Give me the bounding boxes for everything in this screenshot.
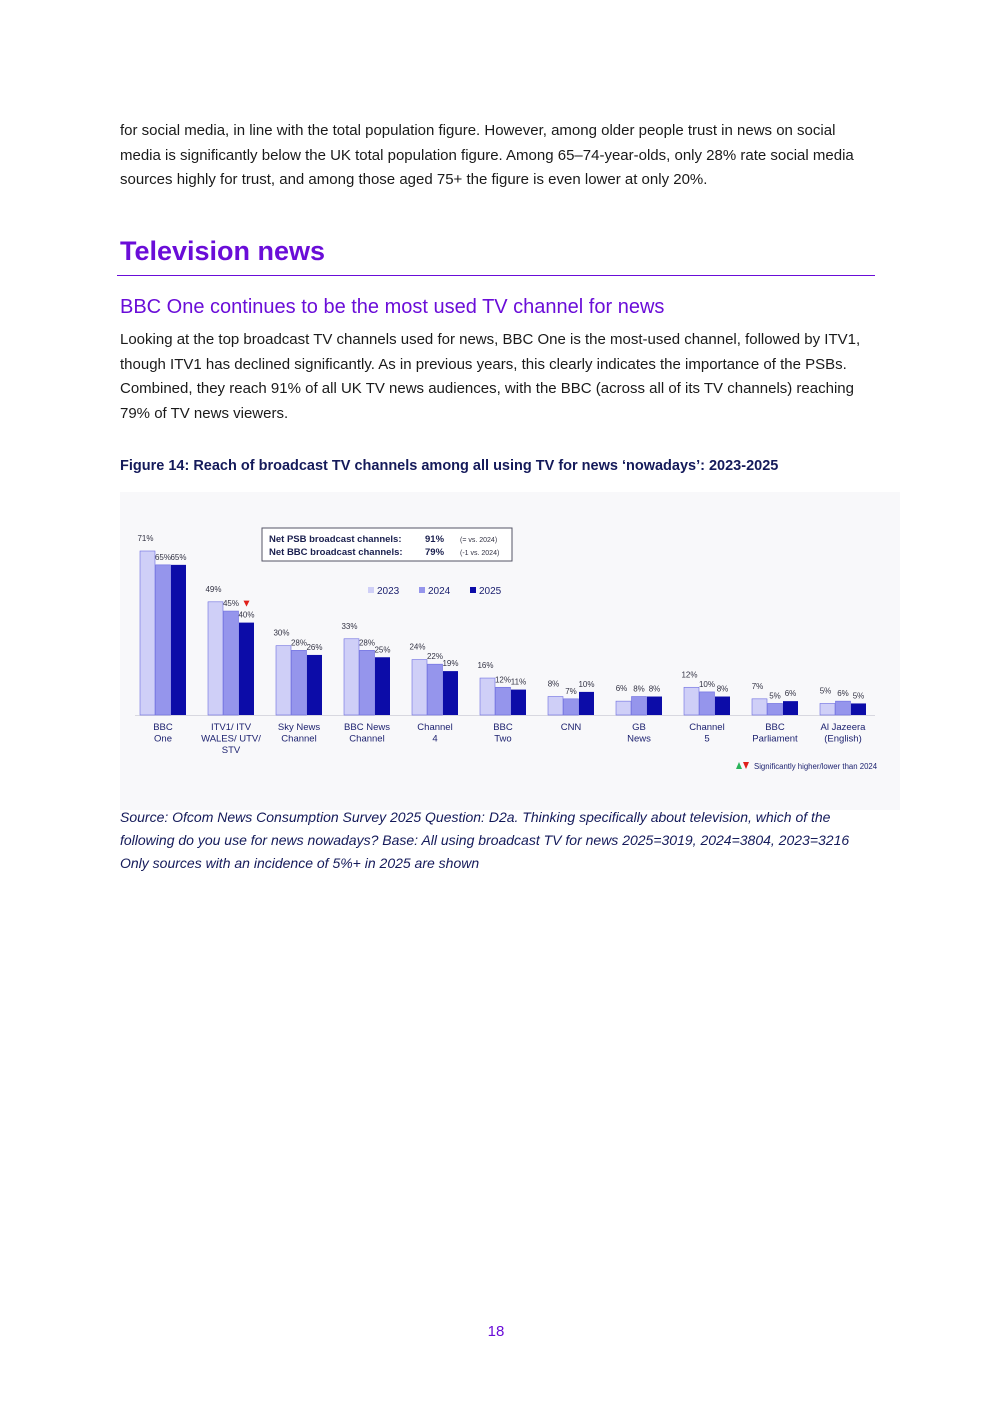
category-label: BBC News xyxy=(344,722,390,733)
legend-swatch-2024 xyxy=(419,587,425,593)
bar-2024 xyxy=(768,703,783,715)
bar-2023 xyxy=(684,687,699,715)
data-label: 25% xyxy=(374,645,391,655)
data-label: 5% xyxy=(819,686,832,696)
category-label: 4 xyxy=(432,733,438,745)
data-label: 65% xyxy=(170,552,187,562)
data-label: 10% xyxy=(698,679,716,689)
data-label: 6% xyxy=(615,684,628,694)
bar-2023 xyxy=(820,703,835,715)
bar-2024 xyxy=(700,692,715,715)
data-label: 71% xyxy=(137,534,154,543)
data-label: 40% xyxy=(238,610,255,620)
significance-legend-label: Significantly higher/lower than 2024 xyxy=(754,762,878,771)
figure-source: Source: Ofcom News Consumption Survey 2025 Question: D2a. Thinking specifically about television, which of the following do you use for news nowadays? Base: All using broadcast TV for news 2025=3019, 2024=3804, 2023=3216 Only sources with an incidence of 5%+ in 2025 are shown xyxy=(120,809,850,871)
data-label: 49% xyxy=(205,584,222,594)
category-label: Channel xyxy=(281,733,317,745)
category-label: News xyxy=(627,733,651,745)
intro-paragraph: for social media, in line with the total population figure. However, among older people trust in news on social media is significantly below the UK total population figure. Among 65–74-year-olds, only 28% rate social media sources highly for trust, and among those aged 75+ the figure is even lower at only 20%. xyxy=(120,122,854,188)
bar-chart xyxy=(120,492,900,810)
data-label: 33% xyxy=(341,621,358,631)
bar-2023 xyxy=(752,699,767,715)
data-label: 7% xyxy=(751,681,764,691)
data-label: 8% xyxy=(648,684,661,694)
bar-2023 xyxy=(616,701,631,715)
data-label: 11% xyxy=(510,677,527,687)
data-label: 7% xyxy=(565,686,577,696)
category-label: STV xyxy=(221,745,241,756)
data-label: 30% xyxy=(273,628,290,638)
callout-value: 91% xyxy=(425,534,445,545)
bar-2024 xyxy=(156,565,171,715)
bar-2025 xyxy=(851,703,866,715)
data-label: 5% xyxy=(852,691,865,701)
category-label: Al Jazeera xyxy=(820,722,866,733)
bar-2025 xyxy=(239,623,254,715)
legend-swatch-2023 xyxy=(368,587,374,593)
data-label: 28% xyxy=(358,638,376,648)
callout-note: (= vs. 2024) xyxy=(460,537,498,544)
category-label: BBC xyxy=(765,722,785,733)
section-divider xyxy=(117,275,875,276)
category-label: Channel xyxy=(417,722,453,733)
data-label: 45% xyxy=(222,599,240,609)
category-label: Channel xyxy=(689,722,725,733)
category-label: One xyxy=(154,733,172,745)
data-label: 65% xyxy=(154,552,172,562)
significance-higher-icon xyxy=(736,762,742,769)
legend-label-2023: 2023 xyxy=(377,586,400,597)
bar-2024 xyxy=(496,687,511,715)
category-label: BBC xyxy=(153,722,173,733)
data-label: 24% xyxy=(409,642,426,652)
section-title: Television news xyxy=(120,236,326,266)
bar-2025 xyxy=(511,690,526,715)
data-label: 12% xyxy=(681,670,698,680)
data-label: 6% xyxy=(784,689,797,699)
data-label: 26% xyxy=(306,642,323,652)
category-label: 5 xyxy=(704,733,710,745)
bar-2023 xyxy=(480,678,495,715)
data-label: 6% xyxy=(837,689,849,699)
bar-2025 xyxy=(375,657,390,715)
bar-2023 xyxy=(548,697,563,715)
legend-label-2025: 2025 xyxy=(479,586,502,597)
significance-lower-icon xyxy=(743,762,749,769)
category-label: GB xyxy=(632,722,646,733)
category-label: (English) xyxy=(824,733,862,745)
category-label: Two xyxy=(494,733,512,745)
category-label: Sky News xyxy=(277,722,321,733)
bar-2024 xyxy=(632,697,647,715)
chart-svg xyxy=(120,492,900,810)
data-label: 8% xyxy=(633,684,645,694)
data-label: 22% xyxy=(426,652,444,662)
bar-2023 xyxy=(412,660,427,715)
data-label: 10% xyxy=(578,679,595,689)
data-label: 12% xyxy=(494,675,512,685)
bar-2025 xyxy=(307,655,322,715)
data-label: 16% xyxy=(477,661,494,671)
bar-2025 xyxy=(579,692,594,715)
category-label: BBC xyxy=(493,722,513,733)
bar-2024 xyxy=(292,650,307,715)
bar-2025 xyxy=(647,697,662,715)
bar-2025 xyxy=(443,671,458,715)
category-label: ITV1/ ITV xyxy=(210,722,252,733)
bar-2024 xyxy=(360,650,375,715)
bar-2023 xyxy=(276,646,291,715)
bar-2024 xyxy=(564,699,579,715)
category-label: Channel xyxy=(349,733,385,745)
subheading: BBC One continues to be the most used TV channel for news xyxy=(120,296,665,318)
data-label: 8% xyxy=(716,684,729,694)
data-label: 8% xyxy=(547,679,560,689)
bar-2024 xyxy=(224,611,239,715)
callout-value: 79% xyxy=(425,547,445,558)
callout-label: Net BBC broadcast channels: xyxy=(269,547,403,558)
callout-note: (-1 vs. 2024) xyxy=(460,550,500,557)
data-label: 19% xyxy=(442,659,459,669)
bar-2023 xyxy=(208,602,223,715)
figure-caption: Figure 14: Reach of broadcast TV channels among all using TV for news ‘nowadays’: 2023-2025 xyxy=(120,458,779,474)
bar-2024 xyxy=(836,701,851,715)
bar-2024 xyxy=(428,664,443,715)
data-label: 28% xyxy=(290,638,308,648)
category-label: WALES/ UTV/ xyxy=(201,733,261,745)
legend-swatch-2025 xyxy=(470,587,476,593)
bar-2025 xyxy=(715,697,730,715)
callout-label: Net PSB broadcast channels: xyxy=(269,534,402,545)
category-label: CNN xyxy=(560,722,582,733)
bar-2023 xyxy=(344,639,359,715)
bar-2025 xyxy=(171,565,186,715)
bar-2025 xyxy=(783,701,798,715)
page-number: 18 xyxy=(487,1323,505,1340)
body-paragraph: Looking at the top broadcast TV channels used for news, BBC One is the most-used channel, followed by ITV1, though ITV1 has declined significantly. As in previous years, this clearly indicates the importance of the PSBs. Combined, they reach 91% of all UK TV news audiences, with the BBC (across all of its TV channels) reaching 79% of TV news viewers. xyxy=(120,331,861,422)
data-label: 5% xyxy=(769,691,781,701)
legend-label-2024: 2024 xyxy=(428,586,451,597)
significance-marker-lower xyxy=(244,601,250,607)
bar-2023 xyxy=(140,551,155,715)
category-label: Parliament xyxy=(752,733,798,745)
